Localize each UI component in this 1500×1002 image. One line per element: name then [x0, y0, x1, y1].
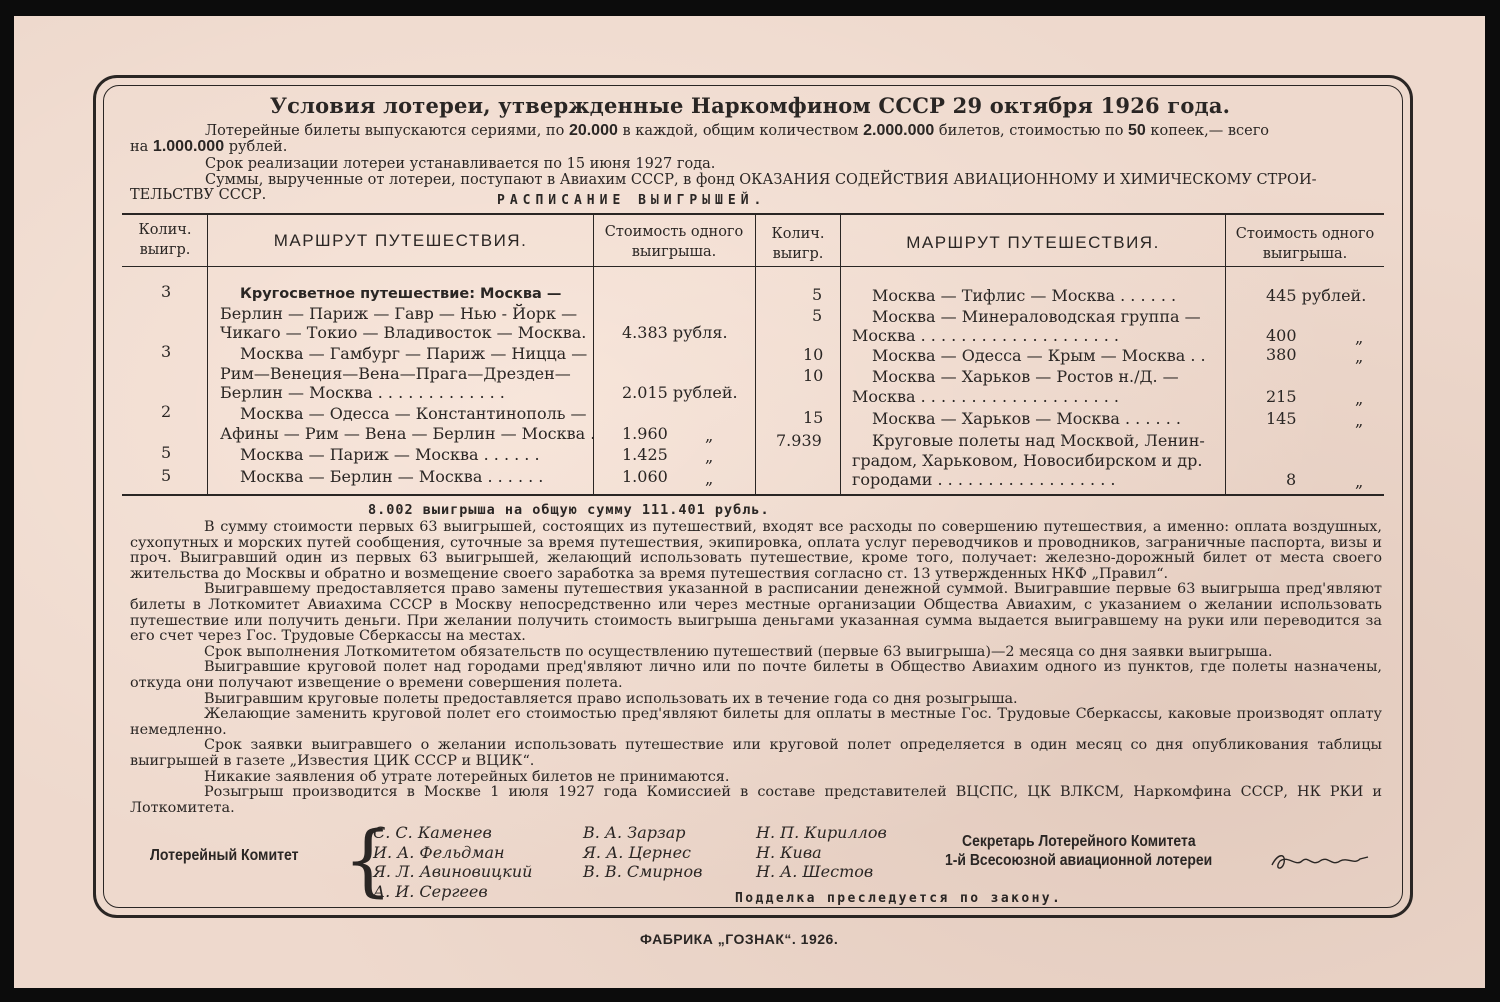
ditto-mark: „ — [1355, 411, 1364, 430]
col-rule — [840, 214, 841, 494]
schedule-heading: РАСПИСАНИЕ ВЫИГРЫШЕЙ. — [497, 193, 767, 208]
committee-col-1: С. С. Каменев И. А. Фельдман Я. Л. Авиновицкий А. И. Сергеев — [373, 823, 533, 901]
paragraph: Срок заявки выигравшего о желании использовать путешествие или круговой полет определяется в один месяц со дня опубликования таблицы выигрышей в газете „Известия ЦИК СССР и ВЦИК“. — [130, 737, 1382, 769]
right-cost: 400 — [1266, 326, 1297, 345]
paragraph: Желающие заменить круговой полет его стоимостью пред'являют билеты для оплаты в местные Гос. Трудовые Сберкассы, каковые производят оплату немедленно. — [130, 706, 1382, 738]
paragraph: Срок выполнения Лоткомитетом обязательств по осуществлению путешествий (первые 63 выигрыша)—2 месяца со дня заявки выигрыша. — [204, 643, 1273, 660]
left-route-line: Москва — Одесса — Константинополь — — [240, 404, 587, 423]
left-count: 2 — [161, 402, 172, 421]
right-count: 5 — [812, 285, 823, 304]
right-route-line: Москва — Тифлис — Москва . . . . . . — [872, 286, 1177, 305]
right-route-line: Москва — Харьков — Москва . . . . . . — [872, 409, 1181, 428]
left-route-line: Москва — Гамбург — Париж — Ницца — — [240, 344, 588, 363]
right-route-line: Москва — Минераловодская группа — — [872, 307, 1201, 326]
secretary-subtitle: 1-й Всесоюзной авиационной лотереи — [945, 852, 1213, 869]
table-header-rule — [122, 266, 1384, 267]
printer-imprint: ФАБРИКА „ГОЗНАК“. 1926. — [640, 931, 839, 947]
total-line: 8.002 выигрыша на общую сумму 111.401 рубль. — [368, 502, 770, 518]
secretary-title: Секретарь Лотерейного Комитета — [962, 833, 1196, 850]
intro-line-5: ТЕЛЬСТВУ СССР. — [130, 187, 267, 203]
ditto-mark: „ — [705, 447, 714, 466]
left-route-line: Москва — Берлин — Москва . . . . . . — [240, 467, 544, 486]
left-cost: 2.015 рублей. — [622, 383, 738, 402]
left-route-line: Рим—Венеция—Вена—Прага—Дрезден— — [220, 364, 571, 383]
left-count: 3 — [161, 342, 172, 361]
right-route-line: Круговые полеты над Москвой, Ленин- — [872, 431, 1205, 450]
paragraph: Выигравшему предоставляется право замены путешествия указанной в расписании денежной суммой. Выигравшие первые 63 выигрыша пред'являют билеты в Лоткомитет Авиахима СССР в Москву непосредственно или через местные организации Общества Авиахим, с указанием о желании использовать путешествие или получить деньги. При желании получить стоимость выигрыша деньгами указанная сумма выдается выигравшему на руки или переводится за его счет через Гос. Трудовые Сберкассы на местах. — [130, 581, 1382, 645]
intro-line-2: на 1.000.000 рублей. — [130, 138, 288, 155]
table-bottom-rule — [122, 494, 1384, 496]
right-route-line: Москва — Харьков — Ростов н./Д. — — [872, 367, 1179, 386]
right-cost: 8 — [1286, 470, 1297, 489]
left-route-line: Москва — Париж — Москва . . . . . . — [240, 445, 540, 464]
conditions-text — [130, 520, 1382, 816]
left-route-line: Берлин — Москва . . . . . . . . . . . . . — [220, 383, 505, 402]
committee-label: Лотерейный Комитет — [150, 847, 299, 864]
right-count: 10 — [803, 345, 824, 364]
paragraph: В сумму стоимости первых 63 выигрышей, состоящих из путешествий, входят все расходы по совершению путешествия, а именно: оплата воздушных, сухопутных и морских путей сообщения, суточные за время путешествия, экипировка, оплата услуг переводчиков и проводников, заграничные паспорта, визы и проч. Выигравший один из первых 63 выигрышей, желающий использовать путешествие, кроме того, получает: железно-дорожный билет от места своего жительства до Москвы и обратно и возмещение своего заработка за время путешествия согласно ст. 13 утвержденных НКФ „Правил“. — [130, 519, 1382, 582]
left-cost: 1.960 — [622, 424, 668, 443]
right-route-line: городами . . . . . . . . . . . . . . . . . . — [852, 470, 1116, 489]
intro-line-4: Суммы, вырученные от лотереи, поступают в Авиахим СССР, в фонд ОКАЗАНИЯ СОДЕЙСТВИЯ АВИАЦИОННОМУ И ХИМИЧЕСКОМУ СТРОИ- — [205, 172, 1317, 188]
right-cost: 215 — [1266, 387, 1297, 406]
ditto-mark: „ — [1355, 328, 1364, 347]
ditto-mark: „ — [1355, 347, 1364, 366]
left-route-line: Кругосветное путешествие: Москва — — [240, 286, 562, 302]
committee-col-2: В. А. Зарзар Я. А. Цернес В. В. Смирнов — [583, 823, 703, 881]
right-cost: 380 — [1266, 345, 1297, 364]
right-count: 10 — [803, 366, 824, 385]
document-title: Условия лотереи, утвержденные Наркомфином СССР 29 октября 1926 года. — [269, 93, 1231, 118]
header-cost-right: Стоимость одного выигрыша. — [1235, 226, 1375, 262]
left-cost: 1.060 — [622, 467, 668, 486]
right-count: 15 — [803, 408, 824, 427]
left-cost: 4.383 рубля. — [622, 323, 728, 342]
handwritten-signature — [1268, 851, 1372, 873]
intro-line-3: Срок реализации лотереи устанавливается по 15 июня 1927 года. — [205, 156, 716, 172]
paragraph: Никакие заявления об утрате лотерейных билетов не принимаются. — [204, 768, 730, 785]
committee-col-3: Н. П. Кириллов Н. Кива Н. А. Шестов — [756, 823, 887, 881]
ditto-mark: „ — [1355, 389, 1364, 408]
right-count: 7.939 — [776, 431, 822, 450]
right-cost: 445 рублей. — [1266, 286, 1367, 305]
intro-line-1: Лотерейные билеты выпускаются сериями, по 20.000 в каждой, общим количеством 2.000.000 билетов, стоимостью по 50 копеек,— всего — [205, 122, 1270, 139]
left-cost: 1.425 — [622, 445, 668, 464]
left-count: 3 — [161, 282, 172, 301]
committee-brace: { — [343, 816, 393, 906]
header-count-right: Колич. выигр. — [771, 226, 825, 262]
paragraph: Розыгрыш производится в Москве 1 июля 1927 года Комиссией в составе представителей ВЦСПС, ЦК ВЛКСМ, Наркомфина СССР, НК РКИ и Лоткомитета. — [130, 784, 1382, 816]
forgery-warning: Подделка преследуется по закону. — [735, 891, 1063, 906]
left-route-line: Афины — Рим — Вена — Берлин — Москва . — [220, 424, 596, 443]
right-count: 5 — [812, 306, 823, 325]
paragraph: Выигравшим круговые полеты предоставляется право использовать их в течение года со дня розыгрыша. — [204, 690, 1018, 707]
ditto-mark: „ — [705, 469, 714, 488]
header-cost-left: Стоимость одного выигрыша. — [604, 224, 744, 260]
header-route-right: МАРШРУТ ПУТЕШЕСТВИЯ. — [906, 233, 1160, 252]
header-count-left: Колич. выигр. — [138, 222, 192, 258]
left-route-line: Берлин — Париж — Гавр — Нью - Йорк — — [220, 304, 578, 323]
right-cost: 145 — [1266, 409, 1297, 428]
right-route-line: градом, Харьковом, Новосибирском и др. — [852, 451, 1203, 470]
left-count: 5 — [161, 466, 172, 485]
table-top-rule — [122, 213, 1384, 215]
left-count: 5 — [161, 443, 172, 462]
right-route-line: Москва . . . . . . . . . . . . . . . . . . . . — [852, 387, 1119, 406]
ditto-mark: „ — [1355, 472, 1364, 491]
right-route-line: Москва . . . . . . . . . . . . . . . . . . . . — [852, 326, 1119, 345]
right-route-line: Москва — Одесса — Крым — Москва . . — [872, 346, 1206, 365]
header-route-left: МАРШРУТ ПУТЕШЕСТВИЯ. — [273, 231, 528, 250]
paragraph: Выигравшие круговой полет над городами пред'являют лично или по почте билеты в Общество Авиахим одного из пунктов, где полеты назначены, откуда они получают извещение о времени совершения полета. — [130, 659, 1382, 691]
left-route-line: Чикаго — Токио — Владивосток — Москва. — [220, 323, 587, 342]
ditto-mark: „ — [705, 426, 714, 445]
col-rule — [207, 214, 208, 494]
